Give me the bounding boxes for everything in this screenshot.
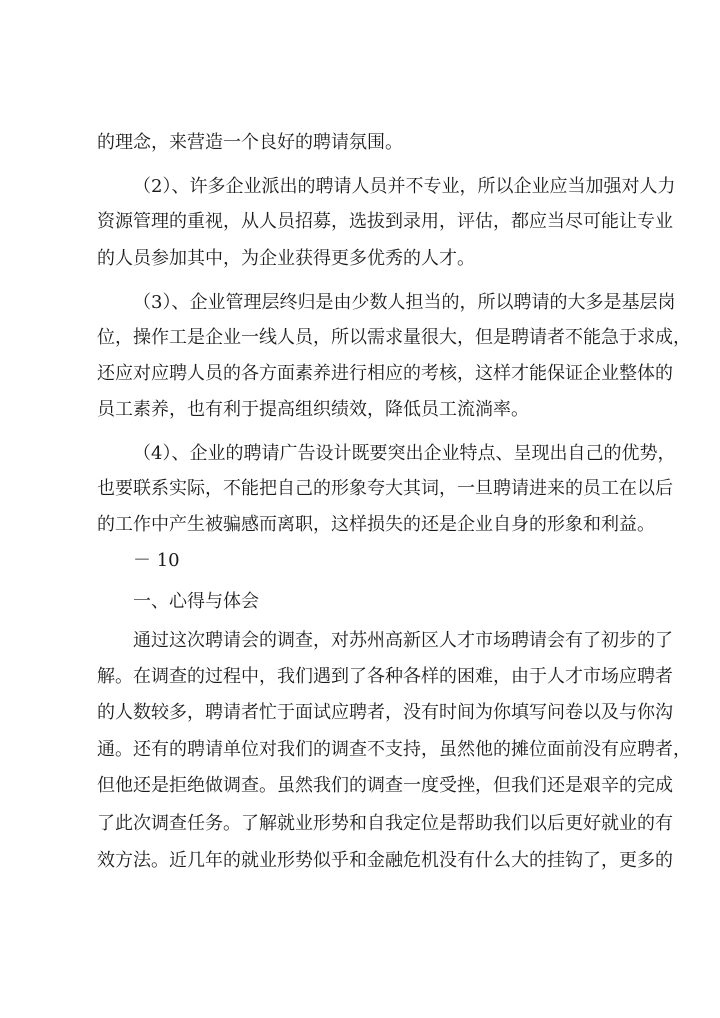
text-line: 的人数较多，聘请者忙于面试应聘者，没有时间为你填写问卷以及与你沟 [97, 702, 673, 723]
text-line: 位，操作工是企业一线人员，所以需求量很大，但是聘请者不能急于求成， [97, 327, 691, 348]
text-line: 的理念，来营造一个良好的聘请氛围。 [97, 132, 403, 153]
text-line: （3）、企业管理层终归是由少数人担当的，所以聘请的大多是基层岗 [133, 292, 676, 313]
text-line: （2）、许多企业派出的聘请人员并不专业，所以企业应当加强对人力 [133, 176, 676, 197]
text-line: 员工素养，也有利于提高组织绩效，降低员工流淌率。 [97, 399, 529, 420]
text-line: 效方法。近几年的就业形势似乎和金融危机没有什么大的挂钩了，更多的 [97, 850, 673, 871]
text-line: 资源管理的重视，从人员招募，选拔到录用，评估，都应当尽可能让专业 [97, 211, 673, 232]
text-line: 的人员参加其中，为企业获得更多优秀的人才。 [97, 248, 475, 269]
text-line: （4）、企业的聘请广告设计既要突出企业特点、呈现出自己的优势， [133, 443, 676, 464]
text-line: 但他还是拒绝做调查。虽然我们的调查一度受挫，但我们还是艰辛的完成 [97, 775, 673, 796]
text-line: 了此次调查任务。了解就业形势和自我定位是帮助我们以后更好就业的有 [97, 813, 673, 834]
text-line: 通过这次聘请会的调查，对苏州高新区人才市场聘请会有了初步的了 [133, 630, 673, 651]
section-heading: 一、心得与体会 [133, 591, 259, 612]
text-line: 的工作中产生被骗感而离职，这样损失的还是企业自身的形象和利益。 [97, 514, 655, 535]
page-number: － 10 [133, 550, 180, 571]
text-line: 还应对应聘人员的各方面素养进行相应的考核，这样才能保证企业整体的 [97, 363, 673, 384]
text-line: 通。还有的聘请单位对我们的调查不支持，虽然他的摊位面前没有应聘者， [97, 739, 691, 760]
text-line: 解。在调查的过程中，我们遇到了各种各样的困难，由于人才市场应聘者 [97, 666, 673, 687]
text-line: 也要联系实际，不能把自己的形象夸大其词，一旦聘请进来的员工在以后 [97, 478, 673, 499]
